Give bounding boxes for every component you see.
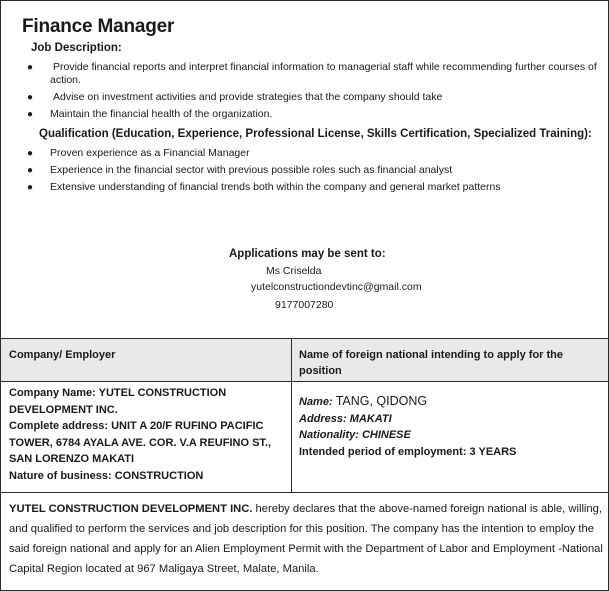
qualification-list xyxy=(1,147,609,198)
employer-column-header: Company/ Employer xyxy=(9,349,116,361)
list-item: ● Proven experience as a Financial Manager xyxy=(27,147,250,159)
name-label: Name: xyxy=(299,396,333,408)
bullet-icon: ● xyxy=(27,92,34,103)
foreign-national-details xyxy=(299,393,599,460)
declaration-paragraph xyxy=(9,499,605,579)
contact-name: Ms Criselda xyxy=(266,265,322,277)
divider xyxy=(1,492,608,493)
employer-details xyxy=(9,385,287,484)
business-nature: Nature of business: CONSTRUCTION xyxy=(9,469,204,482)
contact-phone: 9177007280 xyxy=(275,299,334,311)
list-item: ● Maintain the financial health of the organization. xyxy=(27,108,273,120)
contact-email: yutelconstructiondevtinc@gmail.com xyxy=(251,281,422,293)
bullet-icon: ● xyxy=(27,182,34,193)
declaration-company: YUTEL CONSTRUCTION DEVELOPMENT INC. xyxy=(9,503,253,515)
list-item: ● Experience in the financial sector with previous possible roles such as financial analyst xyxy=(27,164,453,176)
bullet-icon: ● xyxy=(27,165,34,176)
bullet-icon: ● xyxy=(27,62,34,73)
bullet-icon: ● xyxy=(27,109,34,120)
company-name: Company Name: YUTEL CONSTRUCTION DEVELOPMENT INC. xyxy=(9,387,227,416)
list-item: ● Extensive understanding of financial trends both within the company and general market patterns xyxy=(27,181,501,193)
job-title: Finance Manager xyxy=(22,16,175,37)
foreign-national-column-header: Name of foreign national intending to apply for the position xyxy=(299,349,563,377)
name-value: TANG, QIDONG xyxy=(335,394,428,408)
national-name xyxy=(299,393,599,411)
divider xyxy=(291,338,292,493)
divider xyxy=(1,381,608,382)
national-address: Address: MAKATI xyxy=(299,412,392,425)
list-item: ● Advise on investment activities and provide strategies that the company should take xyxy=(27,91,443,103)
bullet-icon: ● xyxy=(27,148,34,159)
applications-heading: Applications may be sent to: xyxy=(229,248,386,260)
company-address: Complete address: UNIT A 20/F RUFINO PACIFIC TOWER, 6784 AYALA AVE. COR. V.A REUFINO ST., SAN LORENZO MAKATI xyxy=(9,420,272,465)
qualification-heading: Qualification (Education, Experience, Professional License, Skills Certification, Specialized Training): xyxy=(39,128,592,140)
job-description-heading: Job Description: xyxy=(31,42,122,54)
national-nationality: Nationality: CHINESE xyxy=(299,429,411,441)
divider xyxy=(1,338,608,339)
job-description-list xyxy=(1,61,609,125)
employment-period: Intended period of employment: 3 YEARS xyxy=(299,445,517,458)
declaration-text: hereby declares that the above-named foreign national is able, willing, and qualified to perform the services and job description for this position. The company has the intention to employ the said foreign national and apply for an Alien Employment Permit with the Department of Labor and Employment -National Capital Region located at 967 Maligaya Street, Malate, Manila. xyxy=(9,503,603,575)
list-item: ● Provide financial reports and interpret financial information to managerial staff while recommending further courses of action. xyxy=(27,61,597,86)
